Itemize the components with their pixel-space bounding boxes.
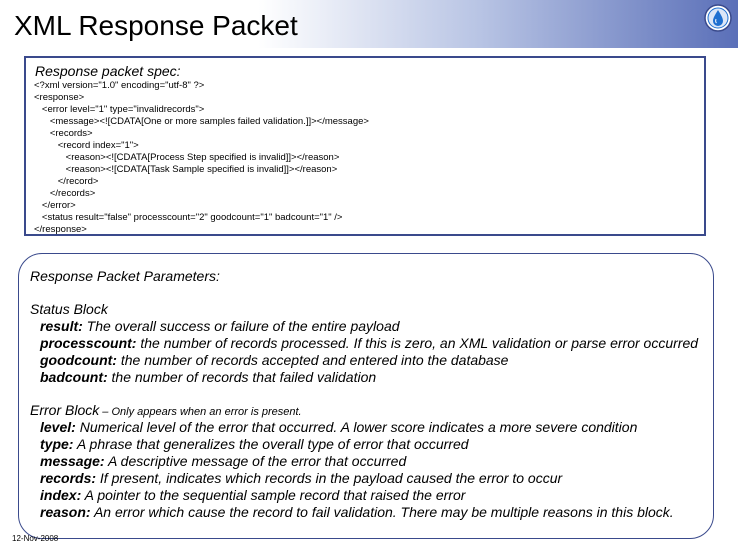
param-name: index:	[40, 487, 82, 503]
param-desc: Numerical level of the error that occurred. A lower score indicates a more severe condition	[75, 419, 638, 435]
param-reason	[40, 504, 674, 520]
page-title: XML Response Packet	[14, 10, 298, 41]
param-desc: A pointer to the sequential sample record that raised the error	[81, 487, 466, 503]
param-name: level:	[40, 419, 76, 435]
error-block-heading	[30, 402, 302, 418]
code-line: <reason><![CDATA[Process Step specified is invalid]]></reason>	[34, 152, 340, 163]
parameters-heading: Response Packet Parameters:	[30, 268, 220, 284]
param-index	[40, 487, 465, 503]
water-drop-icon	[704, 4, 732, 32]
param-name: type:	[40, 436, 74, 452]
param-name: reason:	[40, 504, 91, 520]
code-line: <status result="false" processcount="2" goodcount="1" badcount="1" />	[34, 212, 343, 223]
param-type	[40, 436, 469, 452]
param-name: message:	[40, 453, 105, 469]
param-desc: An error which cause the record to fail validation. There may be multiple reasons in this block.	[90, 504, 674, 520]
param-name: records:	[40, 470, 97, 486]
param-desc: A descriptive message of the error that occurred	[104, 453, 407, 469]
code-line: <error level="1" type="invalidrecords">	[34, 104, 205, 115]
code-line: </record>	[34, 176, 99, 187]
param-desc: The overall success or failure of the entire payload	[82, 318, 400, 334]
param-message	[40, 453, 406, 469]
footer-date: 12-Nov-2008	[12, 534, 59, 543]
header-bar	[0, 0, 738, 48]
param-goodcount	[40, 352, 508, 368]
code-line: <record index="1">	[34, 140, 139, 151]
param-result	[40, 318, 400, 334]
param-desc: the number of records that failed validation	[107, 369, 377, 385]
code-line: <response>	[34, 92, 85, 103]
param-processcount	[40, 335, 698, 351]
code-line: <message><![CDATA[One or more samples failed validation.]]></message>	[34, 116, 369, 127]
xml-code-block	[34, 80, 369, 236]
response-spec-box	[24, 56, 706, 236]
status-block-heading: Status Block	[30, 301, 108, 317]
param-records	[40, 470, 562, 486]
code-line: <?xml version="1.0" encoding="utf-8" ?>	[34, 80, 205, 91]
param-desc: the number of records accepted and entered into the database	[116, 352, 509, 368]
code-line: </records>	[34, 188, 96, 199]
error-block-note: – Only appears when an error is present.	[99, 406, 302, 418]
error-block-title: Error Block	[30, 402, 100, 418]
param-name: result:	[40, 318, 83, 334]
param-badcount	[40, 369, 376, 385]
code-line: </response>	[34, 224, 87, 235]
param-desc: If present, indicates which records in the payload caused the error to occur	[96, 470, 563, 486]
param-name: goodcount:	[40, 352, 117, 368]
parameters-box	[18, 253, 714, 539]
code-line: <records>	[34, 128, 93, 139]
param-name: badcount:	[40, 369, 108, 385]
param-desc: the number of records processed. If this is zero, an XML validation or parse error occurred	[136, 335, 699, 351]
code-line: </error>	[34, 200, 76, 211]
param-desc: A phrase that generalizes the overall type of error that occurred	[73, 436, 469, 452]
param-name: processcount:	[40, 335, 137, 351]
param-level	[40, 419, 637, 435]
code-line: <reason><![CDATA[Task Sample specified is invalid]]></reason>	[34, 164, 338, 175]
spec-heading: Response packet spec:	[35, 63, 181, 79]
